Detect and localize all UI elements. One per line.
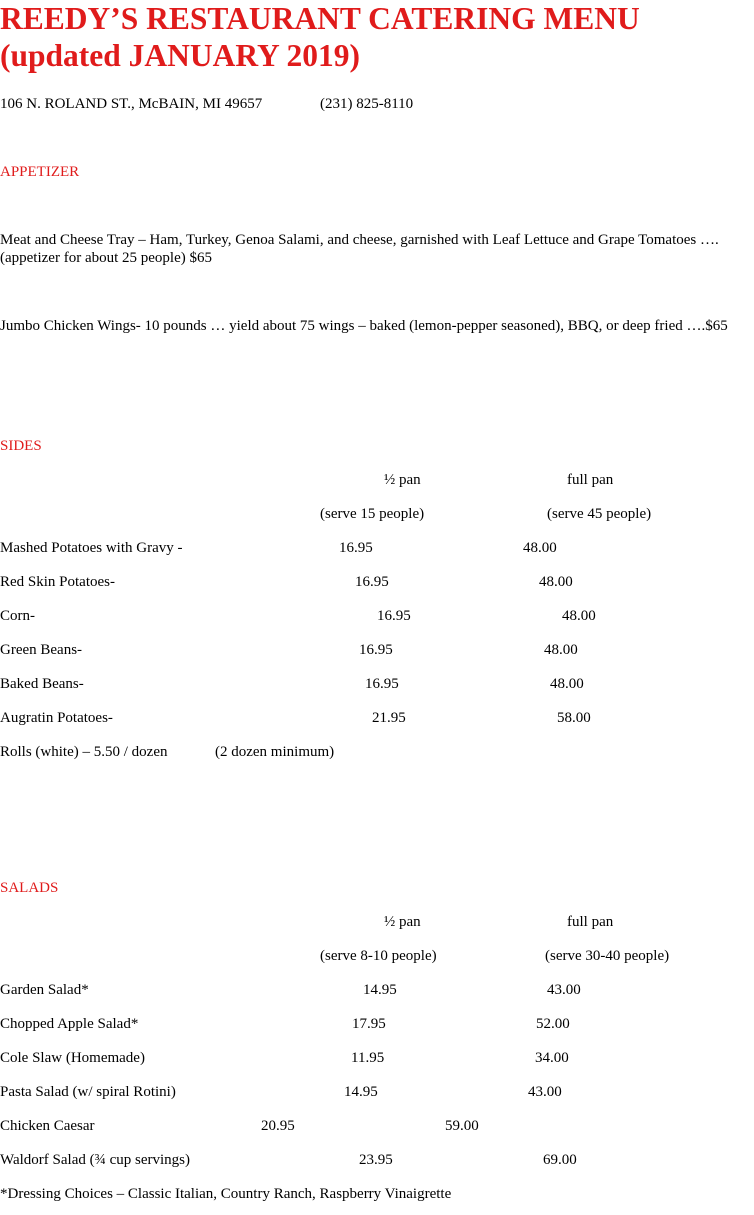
side-item-full-price: 48.00: [539, 574, 573, 590]
salads-heading: SALADS: [0, 880, 59, 896]
side-item-full-price: 48.00: [550, 676, 584, 692]
salads-serve-full: (serve 30-40 people): [545, 948, 670, 964]
page-title: [0, 0, 640, 74]
rolls-item: Rolls (white) – 5.50 / dozen: [0, 744, 168, 760]
side-item-name: Mashed Potatoes with Gravy -: [0, 540, 183, 556]
sides-serve-half: (serve 15 people): [320, 506, 425, 522]
sides-heading: SIDES: [0, 438, 42, 454]
salad-item-full-price: 43.00: [528, 1084, 562, 1100]
rolls-minimum-note: (2 dozen minimum): [215, 744, 335, 760]
salad-item-half-price: 20.95: [261, 1118, 295, 1134]
side-item-full-price: 48.00: [523, 540, 557, 556]
side-item-name: Augratin Potatoes-: [0, 710, 113, 726]
side-item-half-price: 16.95: [355, 574, 389, 590]
appetizer-heading: APPETIZER: [0, 164, 80, 180]
salad-item-half-price: 23.95: [359, 1152, 393, 1168]
salad-item-full-price: 34.00: [535, 1050, 569, 1066]
sides-col-half-pan: ½ pan: [384, 472, 421, 488]
side-item-name: Baked Beans-: [0, 676, 84, 692]
salads-col-half-pan: ½ pan: [384, 914, 421, 930]
side-item-full-price: 58.00: [557, 710, 591, 726]
restaurant-address: 106 N. ROLAND ST., McBAIN, MI 49657: [0, 96, 263, 112]
dressing-choices-note: *Dressing Choices – Classic Italian, Country Ranch, Raspberry Vinaigrette: [0, 1186, 452, 1202]
title-line-2: (updated JANUARY 2019): [0, 38, 360, 73]
salad-item-name: Garden Salad*: [0, 982, 89, 998]
side-item-half-price: 16.95: [359, 642, 393, 658]
salad-item-name: Chopped Apple Salad*: [0, 1016, 139, 1032]
side-item-full-price: 48.00: [544, 642, 578, 658]
salads-col-full-pan: full pan: [567, 914, 614, 930]
side-item-half-price: 21.95: [372, 710, 406, 726]
salad-item-full-price: 52.00: [536, 1016, 570, 1032]
appetizer-item-chicken-wings: Jumbo Chicken Wings- 10 pounds … yield about 75 wings – baked (lemon-pepper seasoned), BBQ, or deep fried ….$65: [0, 318, 728, 334]
side-item-name: Corn-: [0, 608, 35, 624]
side-item-name: Red Skin Potatoes-: [0, 574, 115, 590]
side-item-half-price: 16.95: [377, 608, 411, 624]
title-line-1: REEDY’S RESTAURANT CATERING MENU: [0, 1, 640, 36]
salad-item-name: Waldorf Salad (¾ cup servings): [0, 1152, 190, 1168]
side-item-half-price: 16.95: [339, 540, 373, 556]
salads-serve-half: (serve 8-10 people): [320, 948, 437, 964]
side-item-name: Green Beans-: [0, 642, 83, 658]
salad-item-half-price: 11.95: [351, 1050, 385, 1066]
salad-item-half-price: 17.95: [352, 1016, 386, 1032]
salad-item-full-price: 59.00: [445, 1118, 479, 1134]
sides-col-full-pan: full pan: [567, 472, 614, 488]
salad-item-name: Pasta Salad (w/ spiral Rotini): [0, 1084, 176, 1100]
sides-serve-full: (serve 45 people): [547, 506, 652, 522]
salad-item-name: Chicken Caesar: [0, 1118, 95, 1134]
salad-item-half-price: 14.95: [344, 1084, 378, 1100]
salad-item-full-price: 69.00: [543, 1152, 577, 1168]
salad-item-name: Cole Slaw (Homemade): [0, 1050, 145, 1066]
salad-item-half-price: 14.95: [363, 982, 397, 998]
restaurant-phone: (231) 825-8110: [320, 96, 414, 112]
side-item-full-price: 48.00: [562, 608, 596, 624]
side-item-half-price: 16.95: [365, 676, 399, 692]
salad-item-full-price: 43.00: [547, 982, 581, 998]
appetizer-item-meat-cheese-tray: Meat and Cheese Tray – Ham, Turkey, Genoa Salami, and cheese, garnished with Leaf Lettuce and Grape Tomatoes ….(appetizer for about 25 people) $65: [0, 232, 719, 266]
